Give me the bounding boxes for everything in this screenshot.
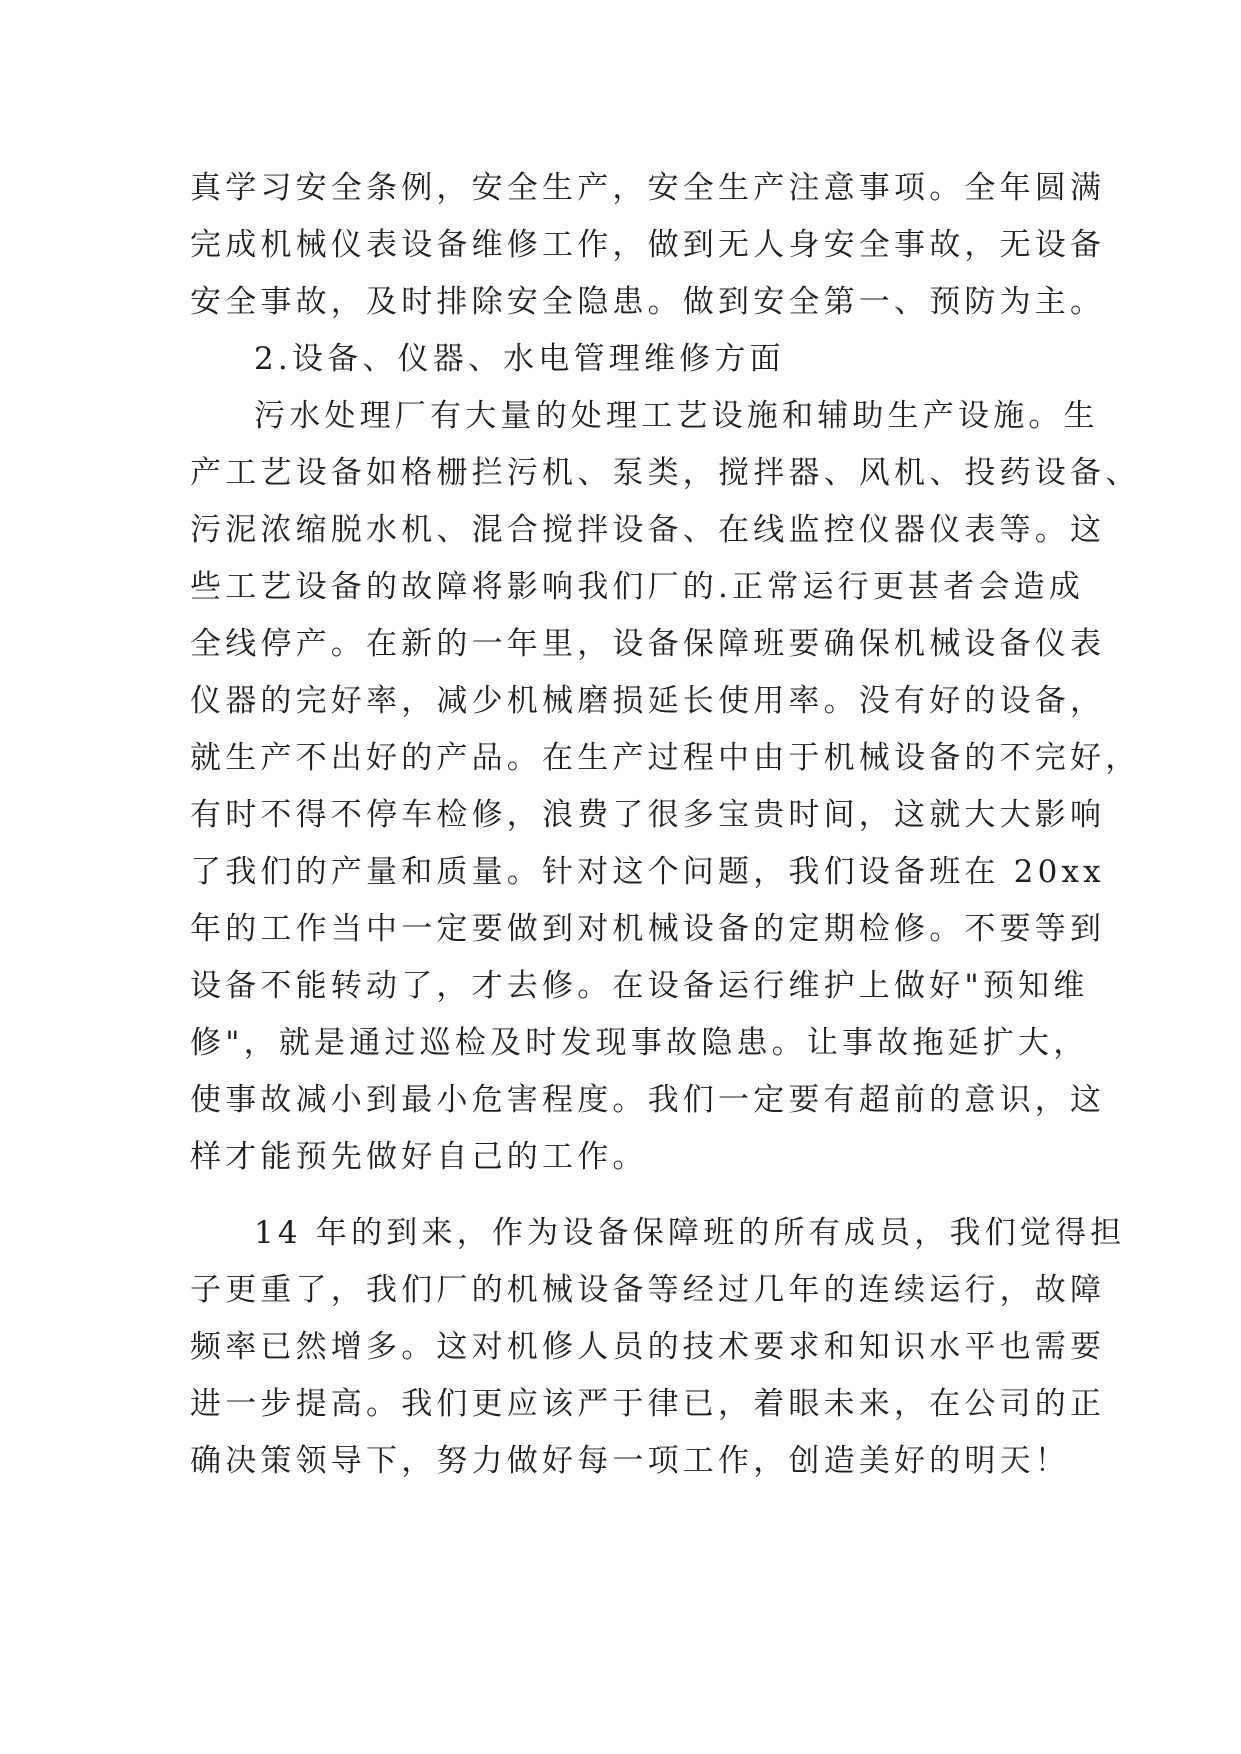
text-line: 确决策领导下，努力做好每一项工作，创造美好的明天！ [190, 1443, 1070, 1479]
text-line: 年的工作当中一定要做到对机械设备的定期检修。不要等到 [190, 911, 1106, 947]
text-line: 安全事故，及时排除安全隐患。做到安全第一、预防为主。 [190, 284, 1106, 320]
text-line: 14 年的到来，作为设备保障班的所有成员，我们觉得担 [254, 1215, 1126, 1251]
text-line: 频率已然增多。这对机修人员的技术要求和知识水平也需要 [190, 1329, 1106, 1365]
text-line: 设备不能转动了，才去修。在设备运行维护上做好"预知维 [190, 968, 1089, 1004]
text-line: 样才能预先做好自己的工作。 [190, 1139, 648, 1175]
text-line: 仪器的完好率，减少机械磨损延长使用率。没有好的设备， [190, 683, 1106, 719]
text-line: 全线停产。在新的一年里，设备保障班要确保机械设备仪表 [190, 626, 1106, 662]
text-line: 些工艺设备的故障将影响我们厂的.正常运行更甚者会造成 [190, 569, 1085, 605]
text-line: 完成机械仪表设备维修工作，做到无人身安全事故，无设备 [190, 227, 1106, 263]
text-line: 真学习安全条例，安全生产，安全生产注意事项。全年圆满 [190, 170, 1106, 206]
text-line: 污泥浓缩脱水机、混合搅拌设备、在线监控仪器仪表等。这 [190, 512, 1106, 548]
text-line: 修"，就是通过巡检及时发现事故隐患。让事故拖延扩大， [190, 1025, 1089, 1061]
text-line: 了我们的产量和质量。针对这个问题，我们设备班在 20xx [190, 854, 1105, 890]
text-line: 使事故减小到最小危害程度。我们一定要有超前的意识，这 [190, 1082, 1106, 1118]
text-line: 有时不得不停车检修，浪费了很多宝贵时间，这就大大影响 [190, 797, 1106, 833]
text-line: 进一步提高。我们更应该严于律已，着眼未来，在公司的正 [190, 1386, 1106, 1422]
text-line: 产工艺设备如格栅拦污机、泵类，搅拌器、风机、投药设备、 [190, 455, 1141, 491]
section-heading: 2.设备、仪器、水电管理维修方面 [254, 341, 785, 377]
text-line: 污水处理厂有大量的处理工艺设施和辅助生产设施。生 [254, 398, 1099, 434]
text-line: 子更重了，我们厂的机械设备等经过几年的连续运行，故障 [190, 1272, 1106, 1308]
text-line: 就生产不出好的产品。在生产过程中由于机械设备的不完好， [190, 740, 1141, 776]
